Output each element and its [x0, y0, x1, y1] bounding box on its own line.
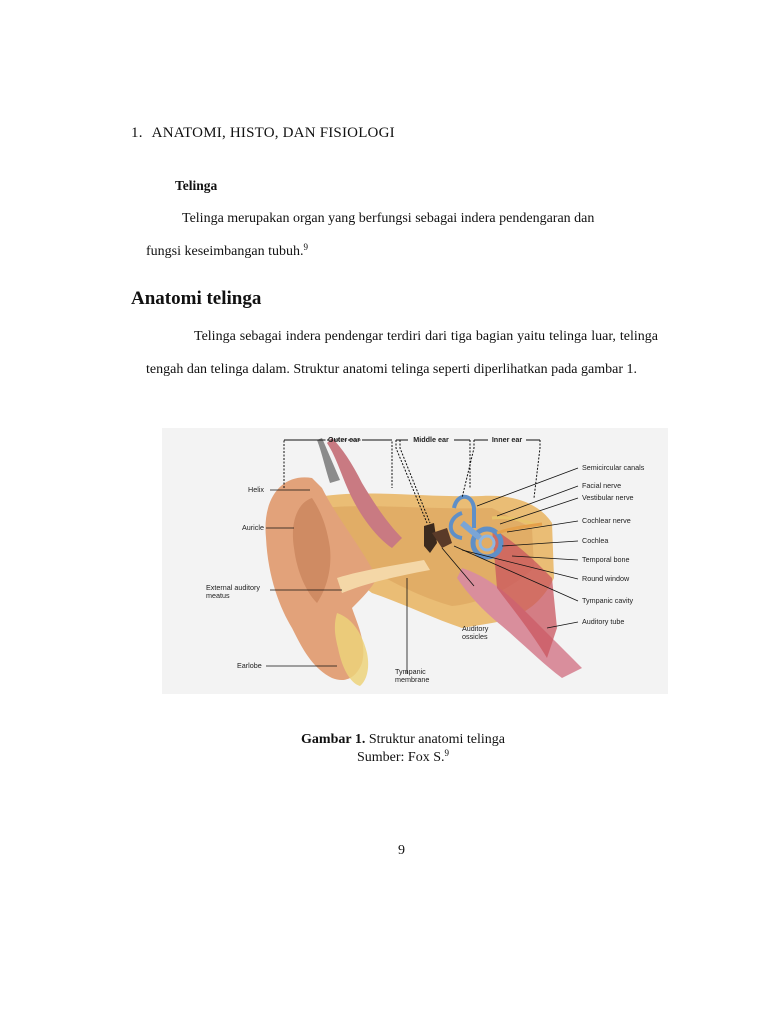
label-cochlea: Cochlea	[582, 536, 609, 545]
paragraph-anatomy	[146, 320, 658, 386]
paragraph-intro	[146, 202, 658, 268]
footnote-ref: 9	[303, 242, 308, 252]
label-meatus-line2: meatus	[206, 591, 230, 600]
label-vestibular-nerve: Vestibular nerve	[582, 493, 634, 502]
section-number: 1.	[131, 125, 143, 141]
label-middle-ear: Middle ear	[413, 435, 449, 444]
figure-caption	[0, 731, 768, 767]
paragraph-intro-line1: Telinga merupakan organ yang berfungsi sebagai indera pendengaran dan	[182, 211, 595, 226]
label-ossicles-line2: ossicles	[462, 632, 488, 641]
caption-text: Struktur anatomi telinga	[365, 732, 505, 747]
section-heading	[131, 125, 395, 142]
paragraph-intro-line2: fungsi keseimbangan tubuh.	[146, 244, 304, 259]
section-title: ANATOMI, HISTO, DAN FISIOLOGI	[151, 125, 395, 141]
label-ossicles-line1: Auditory	[462, 624, 489, 633]
label-cochlear-nerve: Cochlear nerve	[582, 516, 631, 525]
caption-source: Sumber: Fox S.	[356, 750, 445, 765]
label-tympanic-line1: Tympanic	[395, 667, 426, 676]
anatomy-heading: Anatomi telinga	[131, 288, 262, 309]
label-helix: Helix	[248, 485, 264, 494]
label-earlobe: Earlobe	[237, 661, 262, 670]
ear-anatomy-figure	[162, 428, 668, 694]
ear-illustration-art	[265, 438, 582, 686]
label-temporal-bone: Temporal bone	[582, 555, 630, 564]
label-tympanic-cavity: Tympanic cavity	[582, 596, 634, 605]
label-tympanic-line2: membrane	[395, 675, 430, 684]
paragraph-anatomy-text: Telinga sebagai indera pendengar terdiri dari tiga bagian yaitu telinga luar, telinga tengah dan telinga dalam. Struktur anatomi telinga seperti diperlihatkan pada gambar 1.	[146, 329, 658, 377]
label-facial-nerve: Facial nerve	[582, 481, 622, 490]
caption-ref: 9	[444, 748, 449, 758]
label-meatus-line1: External auditory	[206, 583, 260, 592]
label-round-window: Round window	[582, 574, 630, 583]
label-semicircular-canals: Semicircular canals	[582, 463, 645, 472]
label-outer-ear: Outer ear	[328, 435, 360, 444]
subheading-telinga: Telinga	[175, 178, 218, 193]
label-auricle: Auricle	[242, 523, 264, 532]
page-number: 9	[398, 843, 405, 858]
label-inner-ear: Inner ear	[491, 435, 523, 444]
label-auditory-tube: Auditory tube	[582, 617, 625, 626]
ear-anatomy-illustration	[162, 428, 668, 694]
caption-label: Gambar 1.	[301, 732, 366, 747]
